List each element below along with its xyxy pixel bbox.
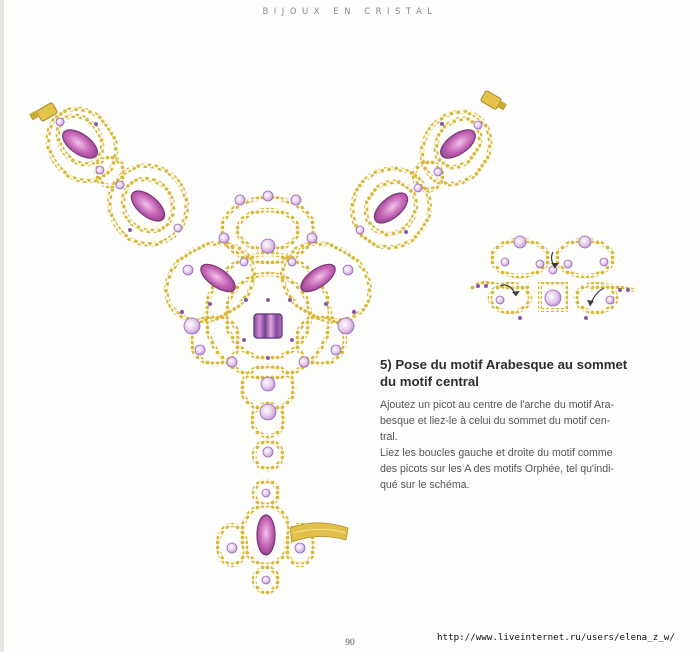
step-title-line-1: 5) Pose du motif Arabesque au sommet — [380, 357, 628, 372]
instruction-paragraph-1 — [380, 397, 650, 445]
step-instructions — [380, 356, 650, 493]
running-title: BIJOUX EN CRISTAL — [262, 7, 438, 17]
paragraph-2-line-2: des picots sur les A des motifs Orphée, tel qu'indi- — [380, 463, 615, 475]
step-title-line-2: du motif central — [380, 374, 479, 389]
watermark-url[interactable]: http://www.liveinternet.ru/users/elena_z_w/ — [437, 632, 675, 643]
paragraph-1-line-1: Ajoutez un picot au centre de l'arche du motif Ara- — [380, 399, 615, 411]
paragraph-1-line-3: tral. — [380, 431, 398, 443]
paragraph-1-line-2: besque et liez-le à celui du sommet du motif cen- — [380, 415, 611, 427]
right-clasp — [480, 90, 507, 110]
central-crystal — [254, 314, 282, 338]
paragraph-2-line-3: qué sur le schéma. — [380, 479, 470, 491]
instruction-paragraph-2 — [380, 445, 650, 493]
beaded-necklace-illustration — [29, 90, 636, 592]
page-number: 90 — [345, 638, 355, 648]
paragraph-2-line-1: Liez les boucles gauche et droite du motif comme — [380, 447, 613, 459]
ring-band — [290, 523, 348, 542]
step-title — [380, 356, 650, 390]
